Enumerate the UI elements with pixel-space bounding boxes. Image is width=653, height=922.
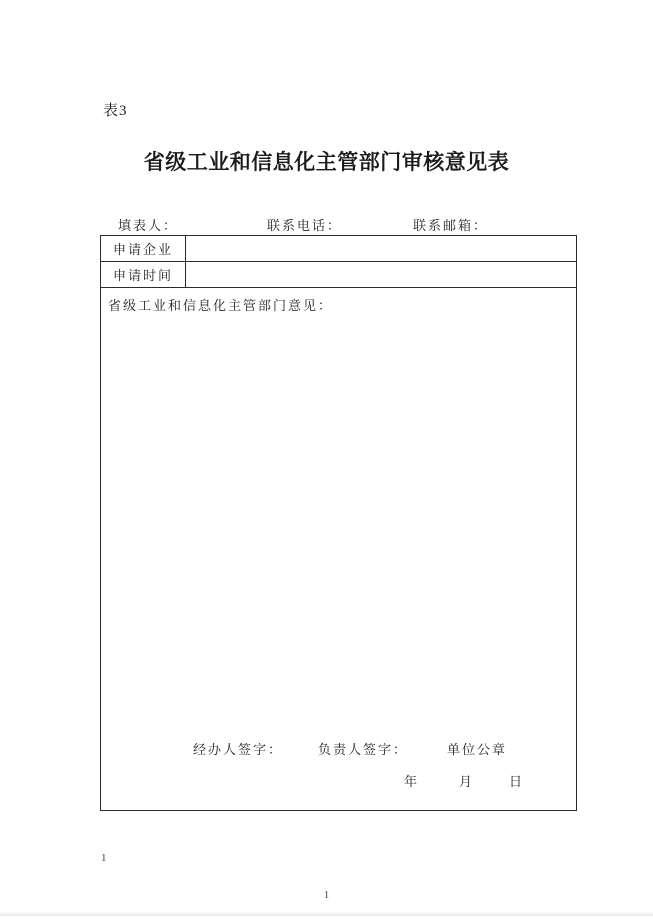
table-number-label: 表3	[103, 103, 128, 119]
page-bottom-edge	[0, 911, 653, 916]
contact-email-label: 联系邮箱：	[413, 218, 489, 233]
applicant-enterprise-value-cell[interactable]	[186, 236, 576, 261]
contact-email-value-field[interactable]	[484, 215, 554, 231]
department-opinion-label: 省级工业和信息化主管部门意见：	[108, 298, 334, 313]
page-number: 1	[323, 889, 330, 901]
page-title: 省级工业和信息化主管部门审核意见表	[143, 151, 510, 174]
table-row	[101, 236, 576, 262]
manager-signature-label: 负责人签字：	[318, 742, 409, 757]
footnote-number: 1	[101, 852, 107, 864]
form-filler-label: 填表人：	[118, 218, 179, 233]
handler-signature-label: 经办人签字：	[193, 742, 284, 757]
date-month-label: 月	[459, 774, 475, 789]
application-time-value-cell[interactable]	[186, 262, 576, 287]
table-row	[101, 262, 576, 288]
applicant-enterprise-label-cell: 申请企业	[101, 236, 186, 261]
department-opinion-cell[interactable]	[101, 288, 576, 810]
form-filler-value-field[interactable]	[180, 215, 250, 231]
date-day-label: 日	[509, 774, 525, 789]
date-year-label: 年	[404, 774, 420, 789]
contact-info-row	[0, 215, 653, 233]
review-form-table	[100, 235, 577, 811]
contact-phone-value-field[interactable]	[338, 215, 408, 231]
application-time-label-cell: 申请时间	[101, 262, 186, 287]
contact-phone-label: 联系电话：	[267, 218, 343, 233]
unit-seal-label: 单位公章	[447, 742, 508, 757]
